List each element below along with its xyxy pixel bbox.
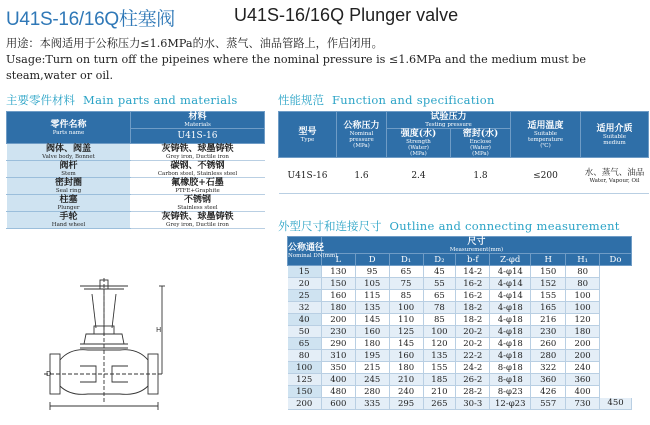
dim-dn-cell: 150 xyxy=(288,386,322,398)
dim-value-cell: 22-2 xyxy=(456,350,490,362)
parts-col-name-en: Parts name xyxy=(52,129,85,136)
dim-col-header: H xyxy=(531,254,566,266)
dim-value-cell: 24-2 xyxy=(456,362,490,374)
dim-value-cell: 180 xyxy=(355,338,389,350)
func-col-seal-cn: 密封(水) xyxy=(462,129,499,139)
dim-value-cell: 16-2 xyxy=(456,278,490,290)
dim-value-cell: 30-3 xyxy=(456,398,490,410)
func-model: U41S-16 xyxy=(279,158,337,194)
dim-value-cell: 730 xyxy=(566,398,600,410)
drawing-label-d: D xyxy=(46,370,52,378)
page-title-cn: U41S-16/16Q柱塞阀 xyxy=(6,9,175,30)
dim-row xyxy=(288,290,632,302)
dim-col-header: D xyxy=(355,254,389,266)
parts-name-cn: 密封圈 xyxy=(54,178,82,188)
dim-value-cell: 180 xyxy=(389,362,423,374)
func-data-row xyxy=(279,158,649,194)
dim-value-cell: 20-2 xyxy=(456,326,490,338)
dim-value-cell: 105 xyxy=(355,278,389,290)
func-col-temp-header xyxy=(511,112,581,158)
dim-row xyxy=(288,362,632,374)
dim-row xyxy=(288,386,632,398)
parts-model-header xyxy=(131,129,265,144)
dim-value-cell: 160 xyxy=(389,350,423,362)
dim-dn-en: Nominal DN(mm) xyxy=(288,253,338,259)
dim-value-cell: 65 xyxy=(423,290,456,302)
dim-value-cell: 240 xyxy=(566,362,600,374)
dim-value-cell: 8-φ18 xyxy=(490,374,531,386)
func-strength: 2.4 xyxy=(387,158,451,194)
parts-name-cn: 阀体、阀盖 xyxy=(45,144,91,154)
parts-name-cell xyxy=(7,161,131,178)
dim-value-cell: 145 xyxy=(389,338,423,350)
dim-row xyxy=(288,278,632,290)
dim-value-cell: 165 xyxy=(531,302,566,314)
dim-value-cell: 4-φ18 xyxy=(490,326,531,338)
dim-value-cell: 100 xyxy=(566,290,600,302)
dim-value-cell: 95 xyxy=(355,266,389,278)
func-col-seal-header xyxy=(451,129,511,158)
dim-row xyxy=(288,314,632,326)
dim-dn-cell: 125 xyxy=(288,374,322,386)
dim-size-cn: 尺寸 xyxy=(467,237,486,247)
dim-value-cell: 145 xyxy=(355,314,389,326)
func-col-medium-en2: medium xyxy=(603,139,626,146)
parts-title-en: Main parts and materials xyxy=(83,93,238,107)
parts-name-en: Hand wheel xyxy=(51,222,86,228)
func-col-strength-header xyxy=(387,129,451,158)
dim-value-cell: 200 xyxy=(566,338,600,350)
dim-value-cell: 20-2 xyxy=(456,338,490,350)
dim-value-cell: 245 xyxy=(355,374,389,386)
dim-value-cell: 115 xyxy=(355,290,389,302)
dim-value-cell: 280 xyxy=(531,350,566,362)
dim-col-header: D₂ xyxy=(423,254,456,266)
func-col-nominal-en2: pressure xyxy=(349,136,374,143)
dim-value-cell: 195 xyxy=(355,350,389,362)
func-col-seal-en: Enclose xyxy=(469,139,492,145)
dim-col-header: D₁ xyxy=(389,254,423,266)
dim-value-cell: 155 xyxy=(531,290,566,302)
dim-value-cell: 8-φ23 xyxy=(490,386,531,398)
func-medium-cn: 水、蒸气、油品 xyxy=(584,167,645,178)
dim-value-cell: 125 xyxy=(389,326,423,338)
parts-mat-cn: 氟橡胶+石墨 xyxy=(171,178,224,188)
dim-col-header: L xyxy=(321,254,355,266)
function-title-en: Function and specification xyxy=(332,93,495,107)
dim-value-cell: 450 xyxy=(600,398,632,410)
dim-value-cell: 135 xyxy=(355,302,389,314)
dim-value-cell: 180 xyxy=(566,326,600,338)
func-col-temp-en2: temperature xyxy=(528,136,564,143)
dim-value-cell: 80 xyxy=(566,278,600,290)
dim-dn-cn: 公称通径 xyxy=(288,243,325,253)
parts-mat-en: Stainless steel xyxy=(177,205,218,211)
dim-dn-cell: 100 xyxy=(288,362,322,374)
func-col-test-en: Testing pressure xyxy=(425,122,472,128)
dim-value-cell: 600 xyxy=(321,398,355,410)
dimensions-title-cn: 外型尺寸和连接尺寸 xyxy=(278,219,382,233)
parts-mat-en: Grey iron, Ductile iron xyxy=(166,222,229,228)
dimensions-section-title xyxy=(278,218,620,234)
dim-value-cell: 426 xyxy=(531,386,566,398)
dim-row xyxy=(288,326,632,338)
dim-value-cell: 335 xyxy=(355,398,389,410)
dim-value-cell: 310 xyxy=(321,350,355,362)
func-col-seal-sub: (Water) xyxy=(470,145,491,151)
func-col-nominal-unit: (MPa) xyxy=(353,142,370,149)
dim-dn-cell: 32 xyxy=(288,302,322,314)
dim-dn-cell: 25 xyxy=(288,290,322,302)
dim-row xyxy=(288,302,632,314)
dim-value-cell: 4-φ18 xyxy=(490,338,531,350)
parts-mat-cn: 灰铸铁、球墨铸铁 xyxy=(161,212,234,222)
func-col-nominal-cn: 公称压力 xyxy=(343,120,380,131)
dim-value-cell: 8-φ18 xyxy=(490,362,531,374)
func-col-medium-cn: 适用介质 xyxy=(596,123,633,134)
dim-value-cell: 100 xyxy=(389,302,423,314)
dim-value-cell: 295 xyxy=(389,398,423,410)
parts-name-cn: 阀杆 xyxy=(59,161,78,171)
dim-value-cell: 110 xyxy=(389,314,423,326)
dim-dn-cell: 15 xyxy=(288,266,322,278)
dim-value-cell: 14-2 xyxy=(456,266,490,278)
dim-value-cell: 45 xyxy=(423,266,456,278)
dim-size-header xyxy=(321,237,631,254)
dim-value-cell: 120 xyxy=(423,338,456,350)
func-col-strength-sub: (Water) xyxy=(408,145,429,151)
dim-value-cell: 480 xyxy=(321,386,355,398)
dim-dn-header xyxy=(288,237,338,266)
dim-value-cell: 16-2 xyxy=(456,290,490,302)
dim-value-cell: 180 xyxy=(321,302,355,314)
dim-value-cell: 85 xyxy=(389,290,423,302)
dim-size-en: Measurement(mm) xyxy=(449,247,504,253)
dim-col-header: Z-φd xyxy=(490,254,531,266)
dim-dn-cell: 65 xyxy=(288,338,322,350)
parts-section-title xyxy=(6,92,238,108)
function-title-cn: 性能规范 xyxy=(278,93,324,107)
parts-name-en: Plunger xyxy=(57,205,80,211)
parts-mat-cell xyxy=(131,195,265,212)
parts-name-cell xyxy=(7,144,131,161)
dim-value-cell: 4-φ14 xyxy=(490,278,531,290)
dim-row xyxy=(288,374,632,386)
dim-value-cell: 350 xyxy=(321,362,355,374)
dim-value-cell: 4-φ14 xyxy=(490,290,531,302)
dim-value-cell: 4-φ14 xyxy=(490,266,531,278)
parts-name-cell xyxy=(7,212,131,229)
func-col-medium-en1: Suitable xyxy=(602,133,627,140)
dim-col-header: H₁ xyxy=(566,254,600,266)
dim-value-cell: 65 xyxy=(389,266,423,278)
dim-value-cell: 360 xyxy=(531,374,566,386)
func-seal: 1.8 xyxy=(451,158,511,194)
func-col-model-en: Type xyxy=(300,136,315,143)
dim-dn-cell: 50 xyxy=(288,326,322,338)
func-col-temp-unit: (℃) xyxy=(540,142,551,149)
dim-value-cell: 290 xyxy=(321,338,355,350)
dim-value-cell: 26-2 xyxy=(456,374,490,386)
parts-row xyxy=(7,144,265,161)
dim-col-header: Do xyxy=(600,254,632,266)
parts-name-cn: 柱塞 xyxy=(59,195,78,205)
dim-value-cell: 360 xyxy=(566,374,600,386)
parts-mat-cn: 灰铸铁、球墨铸铁 xyxy=(161,144,234,154)
parts-mat-cn: 碳钢、不锈钢 xyxy=(170,161,225,171)
dim-value-cell: 152 xyxy=(531,278,566,290)
dimensions-title-en: Outline and connecting measurement xyxy=(389,219,620,233)
func-col-model-header xyxy=(279,112,337,158)
dim-value-cell: 160 xyxy=(355,326,389,338)
func-col-test-header xyxy=(387,112,511,129)
dim-dn-cell: 40 xyxy=(288,314,322,326)
dim-value-cell: 400 xyxy=(566,386,600,398)
dim-value-cell: 265 xyxy=(423,398,456,410)
func-col-nominal-header xyxy=(337,112,387,158)
parts-row xyxy=(7,212,265,229)
parts-name-cell xyxy=(7,195,131,212)
dim-value-cell: 78 xyxy=(423,302,456,314)
parts-name-cell xyxy=(7,178,131,195)
dim-row xyxy=(288,350,632,362)
dim-value-cell: 100 xyxy=(423,326,456,338)
parts-mat-cn: 不锈钢 xyxy=(183,195,211,205)
parts-col-mat-cn: 材料 xyxy=(188,112,207,122)
parts-col-name-header xyxy=(7,112,131,144)
dim-value-cell: 100 xyxy=(566,302,600,314)
dim-row xyxy=(288,398,632,410)
func-col-seal-unit: (MPa) xyxy=(472,151,489,157)
parts-title-cn: 主要零件材料 xyxy=(6,93,75,107)
dim-value-cell: 18-2 xyxy=(456,302,490,314)
dim-dn-cell: 20 xyxy=(288,278,322,290)
dim-value-cell: 557 xyxy=(531,398,566,410)
usage-text-cn: 用途：本阀适用于公称压力≤1.6MPa的水、蒸气、油品管路上，作启闭用。 xyxy=(6,37,383,50)
dim-value-cell: 130 xyxy=(321,266,355,278)
func-col-test-cn: 试验压力 xyxy=(430,112,467,122)
page-title-en: U41S-16/16Q Plunger valve xyxy=(234,5,459,25)
dim-value-cell: 80 xyxy=(566,266,600,278)
dim-value-cell: 4-φ18 xyxy=(490,350,531,362)
usage-text-en: Usage:Turn on turn off the pipeines where the nominal pressure is ≤1.6MPa and the medium must be steam,water or oil. xyxy=(6,53,587,82)
func-col-temp-en1: Suitable xyxy=(533,130,558,137)
parts-mat-en: Carbon steel, Stainless steel xyxy=(157,171,238,177)
func-col-temp-cn: 适用温度 xyxy=(527,120,564,131)
dim-value-cell: 240 xyxy=(389,386,423,398)
parts-name-en: Stem xyxy=(61,171,76,177)
parts-name-en: Seal ring xyxy=(55,188,82,194)
parts-mat-en: Grey iron, Ductile iron xyxy=(166,154,229,160)
dim-value-cell: 28-2 xyxy=(456,386,490,398)
dim-value-cell: 185 xyxy=(423,374,456,386)
parts-col-name-cn: 零件名称 xyxy=(50,119,87,130)
func-temp: ≤200 xyxy=(511,158,581,194)
dimensions-table xyxy=(287,236,632,410)
dim-value-cell: 4-φ18 xyxy=(490,302,531,314)
dim-value-cell: 85 xyxy=(423,314,456,326)
dim-value-cell: 150 xyxy=(321,278,355,290)
dim-value-cell: 260 xyxy=(531,338,566,350)
dim-value-cell: 210 xyxy=(423,386,456,398)
func-medium xyxy=(581,158,649,194)
dim-value-cell: 322 xyxy=(531,362,566,374)
dim-value-cell: 230 xyxy=(321,326,355,338)
parts-mat-cell xyxy=(131,212,265,229)
func-nominal: 1.6 xyxy=(337,158,387,194)
parts-mat-cell xyxy=(131,178,265,195)
parts-name-cn: 手轮 xyxy=(59,212,78,222)
parts-col-mat-header xyxy=(131,112,265,129)
parts-row xyxy=(7,161,265,178)
dim-value-cell: 210 xyxy=(389,374,423,386)
func-col-model-cn: 型号 xyxy=(298,126,317,137)
parts-mat-cell xyxy=(131,144,265,161)
func-col-strength-unit: (MPa) xyxy=(410,151,427,157)
parts-col-mat-en: Materials xyxy=(184,122,211,128)
dim-value-cell: 400 xyxy=(321,374,355,386)
dim-value-cell: 150 xyxy=(531,266,566,278)
parts-table xyxy=(6,111,265,229)
func-col-nominal-en1: Nominal xyxy=(349,130,374,137)
func-col-strength-cn: 强度(水) xyxy=(400,129,437,139)
dim-dn-cell: 80 xyxy=(288,350,322,362)
dim-value-cell: 75 xyxy=(389,278,423,290)
dim-row xyxy=(288,338,632,350)
parts-mat-cell xyxy=(131,161,265,178)
parts-row xyxy=(7,178,265,195)
func-col-medium-header xyxy=(581,112,649,158)
drawing-label-h: H xyxy=(156,326,162,334)
parts-name-en: Valve body, Bonnet xyxy=(42,154,95,160)
dim-value-cell: 200 xyxy=(566,350,600,362)
dim-value-cell: 135 xyxy=(423,350,456,362)
func-col-strength-en: Strength xyxy=(406,139,431,145)
parts-mat-en: PTFE+Graphite xyxy=(175,188,220,194)
dim-value-cell: 215 xyxy=(355,362,389,374)
dim-value-cell: 155 xyxy=(423,362,456,374)
dim-value-cell: 4-φ18 xyxy=(490,314,531,326)
function-table xyxy=(278,111,649,194)
dim-value-cell: 280 xyxy=(355,386,389,398)
dim-value-cell: 216 xyxy=(531,314,566,326)
dim-value-cell: 12-φ23 xyxy=(490,398,531,410)
dim-value-cell: 120 xyxy=(566,314,600,326)
dim-value-cell: 200 xyxy=(321,314,355,326)
dim-value-cell: 230 xyxy=(531,326,566,338)
parts-row xyxy=(7,195,265,212)
function-section-title xyxy=(278,92,495,108)
dim-row xyxy=(288,266,632,278)
dim-value-cell: 18-2 xyxy=(456,314,490,326)
parts-model: U41S-16 xyxy=(177,131,218,141)
dim-value-cell: 55 xyxy=(423,278,456,290)
dim-dn-cell: 200 xyxy=(288,398,322,410)
dim-col-header: b-f xyxy=(456,254,490,266)
func-medium-en: Water, Vapour, Oil xyxy=(589,177,640,184)
valve-drawing xyxy=(40,276,168,416)
dim-value-cell: 160 xyxy=(321,290,355,302)
